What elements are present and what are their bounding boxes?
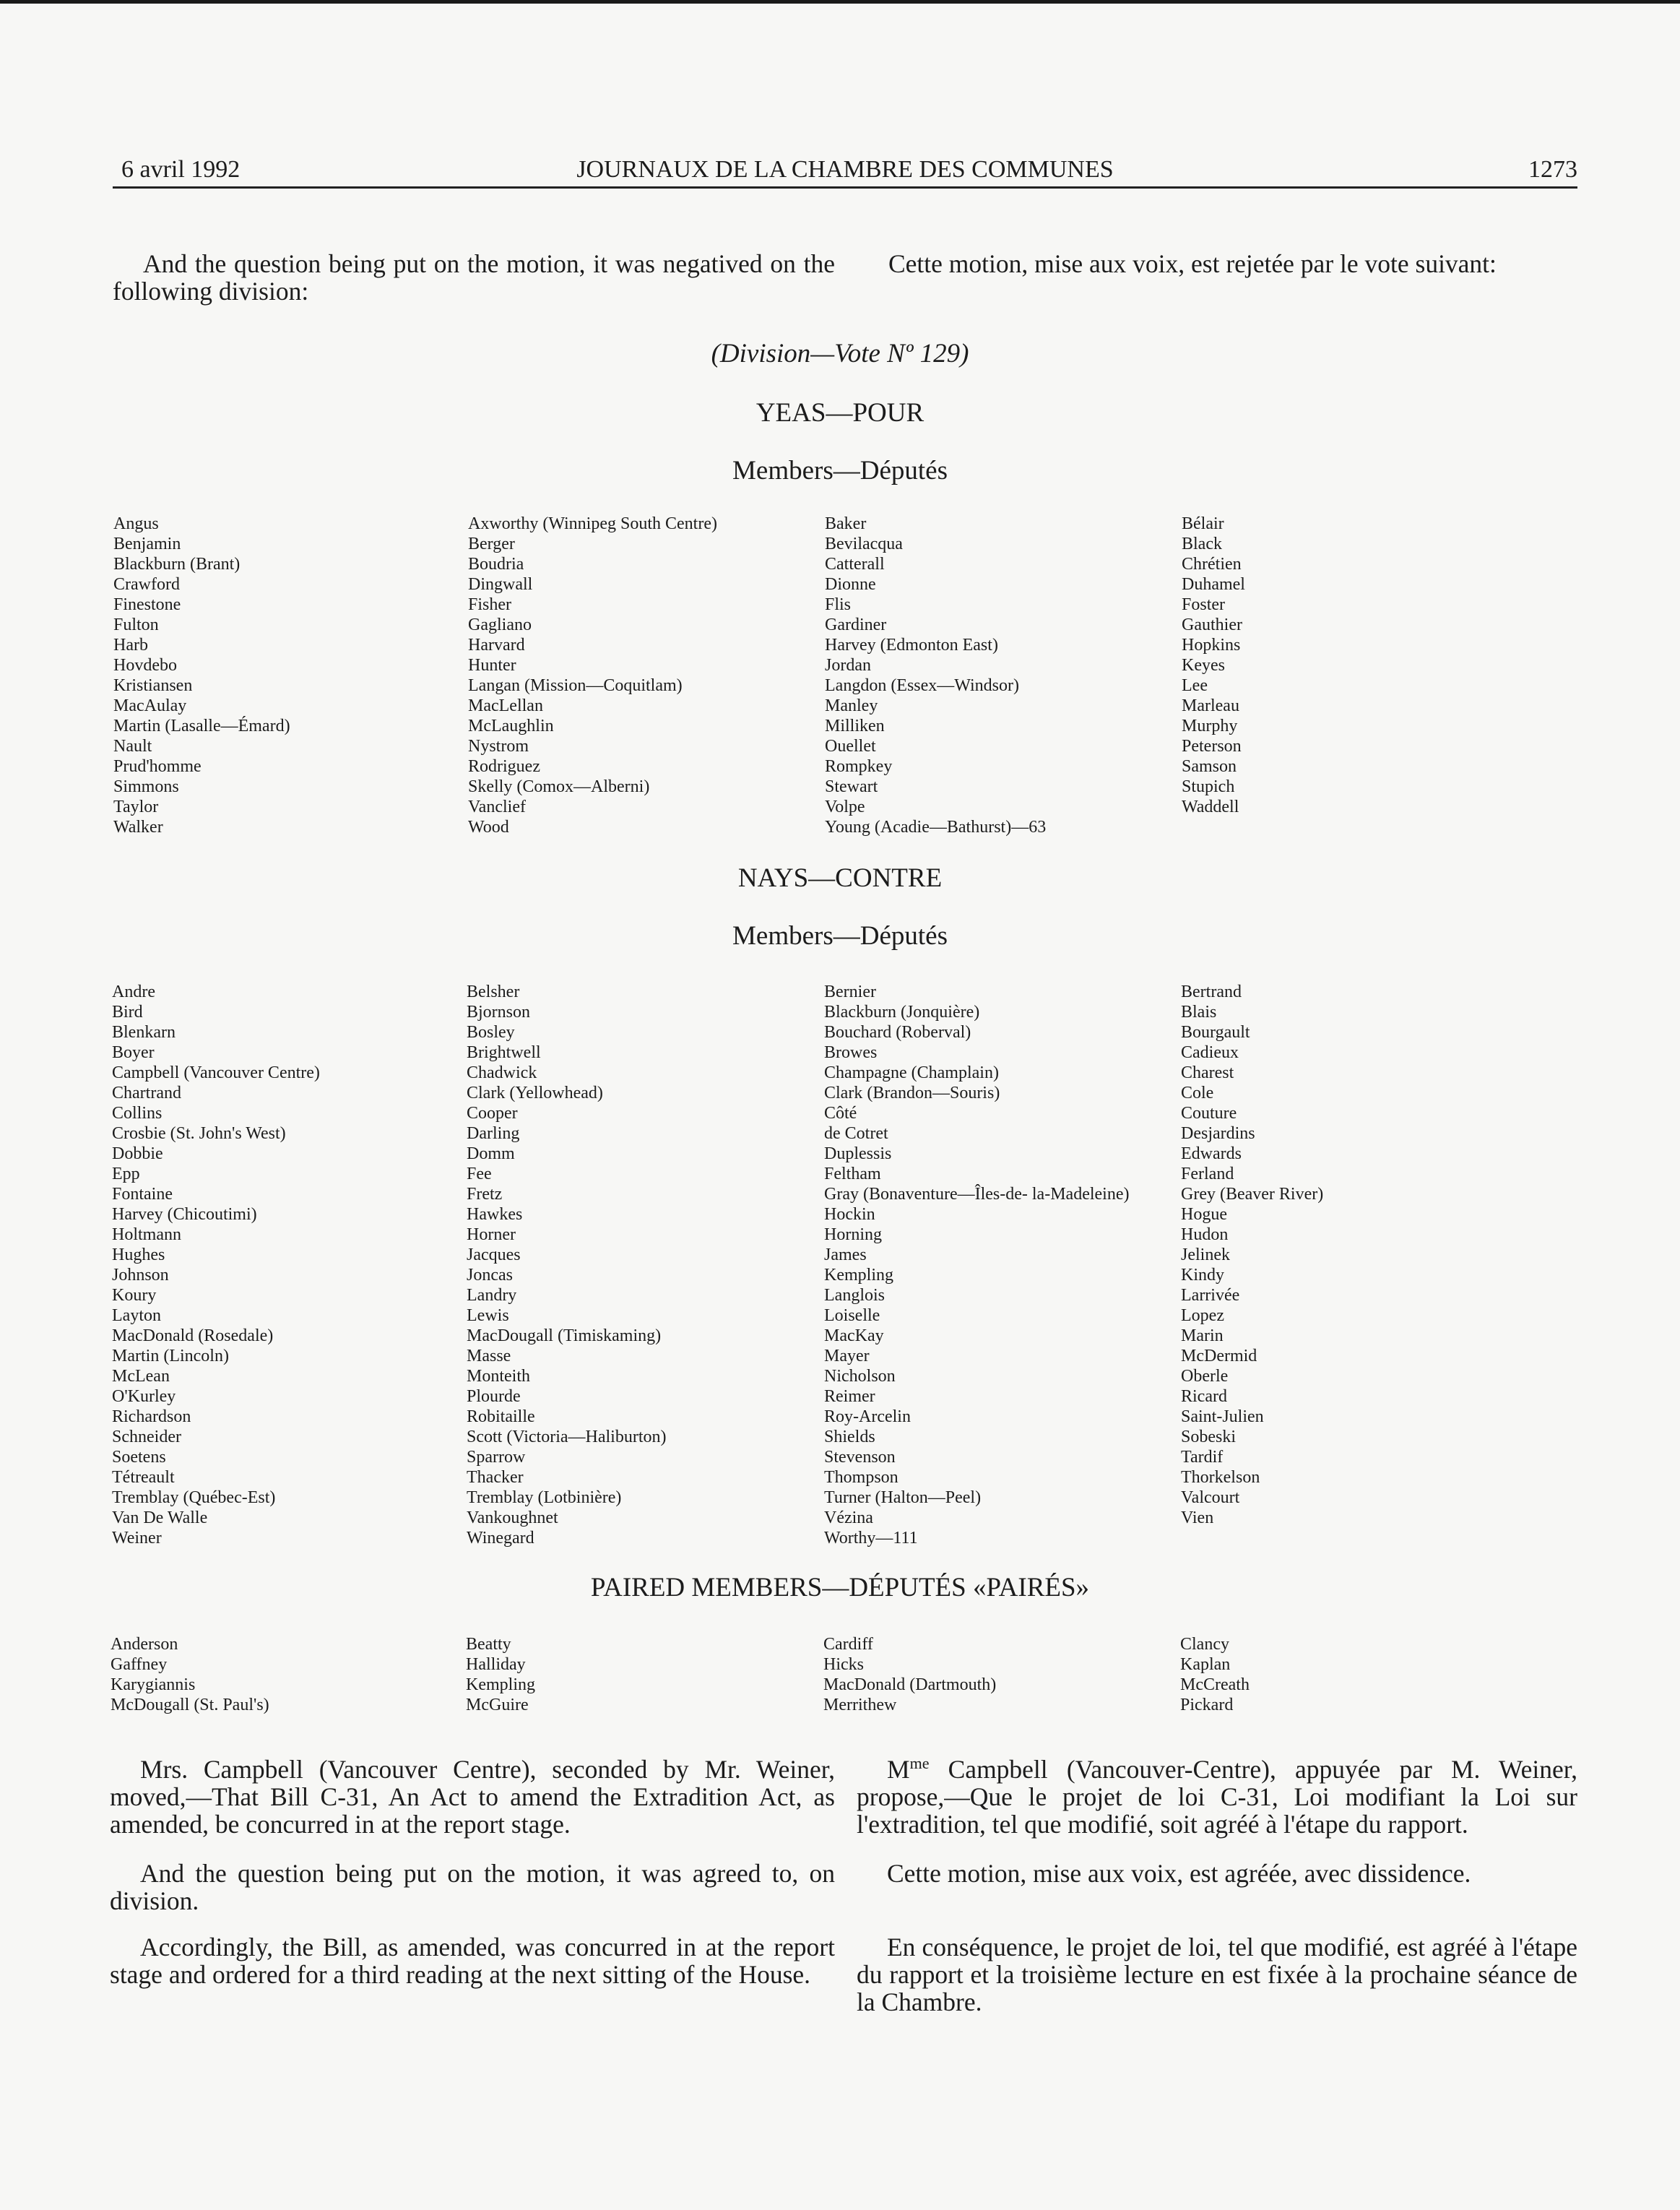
member-name: Karygiannis	[111, 1675, 196, 1694]
member-name: Kristiansen	[113, 676, 193, 695]
member-name: Domm	[467, 1144, 515, 1163]
nays-column-2	[467, 982, 667, 1548]
member-name: Soetens	[112, 1448, 166, 1467]
member-name: O'Kurley	[112, 1387, 176, 1406]
yeas-subheading: Members—Députés	[732, 456, 948, 485]
member-name: Pickard	[1180, 1696, 1234, 1714]
member-name: Kaplan	[1180, 1655, 1231, 1674]
member-name: Martin (Lincoln)	[112, 1347, 229, 1365]
member-name: Brightwell	[467, 1043, 541, 1062]
member-name: Hovdebo	[113, 656, 177, 675]
page-header	[113, 153, 1577, 189]
member-name: Loiselle	[824, 1306, 880, 1325]
member-name: Chartrand	[112, 1084, 181, 1102]
motion-french	[857, 1756, 1577, 1838]
member-name: Bouchard (Roberval)	[824, 1023, 971, 1042]
member-name: Shields	[824, 1428, 875, 1446]
member-name: Peterson	[1182, 737, 1242, 756]
member-name: Kindy	[1181, 1266, 1224, 1285]
member-name: Hopkins	[1182, 636, 1241, 655]
member-name: Murphy	[1182, 717, 1238, 735]
member-name: Jacques	[467, 1246, 521, 1264]
member-name: Boyer	[112, 1043, 155, 1062]
member-name: Volpe	[825, 798, 865, 816]
member-name: Jelinek	[1181, 1246, 1230, 1264]
header-title: JOURNAUX DE LA CHAMBRE DES COMMUNES	[576, 156, 1114, 183]
member-name: Larrivée	[1181, 1286, 1240, 1305]
member-name: Mayer	[824, 1347, 870, 1365]
member-name: Chrétien	[1182, 555, 1242, 574]
motion-french-text: Campbell (Vancouver-Centre), appuyée par M. Weiner, propose,—Que le projet de loi C-31, Loi modifiant la Loi sur l'extradition, tel que modifié, soit agréé à l'étape du rapport.	[857, 1755, 1577, 1839]
member-name: Duplessis	[824, 1144, 892, 1163]
intro-french: Cette motion, mise aux voix, est rejetée par le vote suivant:	[888, 249, 1497, 278]
motion-english: Mrs. Campbell (Vancouver Centre), seconded by Mr. Weiner, moved,—That Bill C-31, An Act to amend the Extradition Act, as amended, be concurred in at the report stage.	[110, 1755, 835, 1839]
member-name: Simmons	[113, 777, 179, 796]
motion-french-honorific: M	[887, 1755, 910, 1784]
accordingly-english: Accordingly, the Bill, as amended, was concurred in at the report stage and ordered for a third reading at the next sitting of the House.	[110, 1933, 835, 1989]
member-name: Hunter	[468, 656, 516, 675]
member-name: Monteith	[467, 1367, 530, 1386]
member-name: Marleau	[1182, 696, 1239, 715]
agreed-french: Cette motion, mise aux voix, est agréée, avec dissidence.	[887, 1859, 1471, 1888]
member-name: Collins	[112, 1104, 163, 1123]
member-name: Campbell (Vancouver Centre)	[112, 1063, 320, 1082]
member-name: Foster	[1182, 595, 1225, 614]
member-name: Flis	[825, 595, 852, 614]
member-name: McCreath	[1180, 1675, 1250, 1694]
member-name: Ricard	[1181, 1387, 1227, 1406]
member-name: Robitaille	[467, 1407, 535, 1426]
member-name: Andre	[112, 983, 155, 1001]
member-name: Grey (Beaver River)	[1181, 1185, 1324, 1204]
member-name: Wood	[468, 818, 509, 837]
yeas-heading: YEAS—POUR	[755, 398, 925, 428]
member-name: Skelly (Comox—Alberni)	[468, 777, 650, 796]
member-name: Bird	[112, 1003, 143, 1022]
member-name: Roy-Arcelin	[824, 1407, 911, 1426]
member-name: Blais	[1181, 1003, 1217, 1022]
nays-column-4	[1181, 982, 1323, 1528]
nays-subheading: Members—Députés	[732, 921, 948, 951]
member-name: Fontaine	[112, 1185, 173, 1204]
member-name: Schneider	[112, 1428, 181, 1446]
member-name: Nault	[113, 737, 152, 756]
member-name: Harvard	[468, 636, 525, 655]
member-name: Tremblay (Québec-Est)	[112, 1488, 276, 1507]
member-name: Blenkarn	[112, 1023, 176, 1042]
member-name: Vézina	[824, 1508, 873, 1527]
member-name: Plourde	[467, 1387, 521, 1406]
paired-column-3	[823, 1634, 996, 1715]
member-name: Holtmann	[112, 1225, 181, 1244]
member-name: Gaffney	[111, 1655, 168, 1674]
member-name: Beatty	[466, 1635, 511, 1654]
member-name: Marin	[1181, 1326, 1224, 1345]
member-name: Hawkes	[467, 1205, 523, 1224]
member-name: Blackburn (Jonquière)	[824, 1003, 980, 1022]
member-name: Valcourt	[1181, 1488, 1240, 1507]
member-name: Hicks	[823, 1655, 864, 1674]
paired-heading: PAIRED MEMBERS—DÉPUTÉS «PAIRÉS»	[590, 1573, 1090, 1602]
member-name: Van De Walle	[112, 1508, 208, 1527]
member-name: Rodriguez	[468, 757, 540, 776]
member-name: Walker	[113, 818, 163, 837]
member-name: Stewart	[825, 777, 878, 796]
member-name: Fretz	[467, 1185, 503, 1204]
yeas-column-4	[1182, 514, 1245, 817]
yeas-column-3	[825, 514, 1046, 837]
member-name: Nystrom	[468, 737, 529, 756]
member-name: Benjamin	[113, 535, 181, 553]
member-name: Harvey (Edmonton East)	[825, 636, 998, 655]
member-name: Masse	[467, 1347, 511, 1365]
member-name: Johnson	[112, 1266, 169, 1285]
division-number: (Division—Vote Nº 129)	[711, 339, 969, 368]
member-name: Harvey (Chicoutimi)	[112, 1205, 257, 1224]
member-name: Scott (Victoria—Haliburton)	[467, 1428, 667, 1446]
member-name: Fulton	[113, 616, 159, 634]
member-name: Ferland	[1181, 1165, 1234, 1183]
member-name: Kempling	[824, 1266, 893, 1285]
nays-heading: NAYS—CONTRE	[737, 863, 943, 893]
member-name: Tétreault	[112, 1468, 175, 1487]
member-name: Bertrand	[1181, 983, 1242, 1001]
member-name: McDermid	[1181, 1347, 1257, 1365]
scan-top-edge	[0, 0, 1680, 4]
member-name: Thacker	[467, 1468, 524, 1487]
member-name: Duhamel	[1182, 575, 1245, 594]
member-name: Hockin	[824, 1205, 875, 1224]
member-name: MacAulay	[113, 696, 187, 715]
member-name: Cardiff	[823, 1635, 873, 1654]
member-name: Bourgault	[1181, 1023, 1250, 1042]
member-name: Stevenson	[824, 1448, 896, 1467]
member-name: Côté	[824, 1104, 857, 1123]
member-name: James	[824, 1246, 867, 1264]
member-name: Edwards	[1181, 1144, 1242, 1163]
member-name: Weiner	[112, 1529, 162, 1548]
member-name: Catterall	[825, 555, 885, 574]
member-name: MacDonald (Dartmouth)	[823, 1675, 997, 1694]
member-name: Martin (Lasalle—Émard)	[113, 717, 290, 735]
member-name: Sparrow	[467, 1448, 526, 1467]
member-name: Sobeski	[1181, 1428, 1237, 1446]
member-name: Feltham	[824, 1165, 881, 1183]
agreed-english: And the question being put on the motion, it was agreed to, on division.	[110, 1859, 835, 1915]
member-name: Winegard	[467, 1529, 534, 1548]
member-name: Bosley	[467, 1023, 515, 1042]
intro-english: And the question being put on the motion, it was negatived on the following division:	[113, 249, 835, 306]
member-name: de Cotret	[824, 1124, 888, 1143]
nays-column-1	[112, 982, 320, 1548]
member-name: Epp	[112, 1165, 140, 1183]
member-name: Vien	[1181, 1508, 1214, 1527]
member-name: Anderson	[111, 1635, 178, 1654]
member-name: Horner	[467, 1225, 516, 1244]
member-name: Hogue	[1181, 1205, 1227, 1224]
member-name: McLean	[112, 1367, 170, 1386]
member-name: Reimer	[824, 1387, 875, 1406]
member-name: Black	[1182, 535, 1222, 553]
paired-column-2	[466, 1634, 535, 1715]
member-name: Manley	[825, 696, 878, 715]
member-name: Crosbie (St. John's West)	[112, 1124, 286, 1143]
member-name: MacKay	[824, 1326, 884, 1345]
member-name: Lopez	[1181, 1306, 1224, 1325]
member-name: Dionne	[825, 575, 876, 594]
member-name: Milliken	[825, 717, 885, 735]
member-name: Crawford	[113, 575, 180, 594]
member-name: Cole	[1181, 1084, 1214, 1102]
member-name: Dobbie	[112, 1144, 163, 1163]
member-name: Saint-Julien	[1181, 1407, 1264, 1426]
member-name: Layton	[112, 1306, 161, 1325]
member-name: Axworthy (Winnipeg South Centre)	[468, 514, 717, 533]
member-name: Bélair	[1182, 514, 1224, 533]
member-name: Ouellet	[825, 737, 876, 756]
member-name: McLaughlin	[468, 717, 554, 735]
member-name: Belsher	[467, 983, 520, 1001]
member-name: Jordan	[825, 656, 871, 675]
member-name: Richardson	[112, 1407, 191, 1426]
member-name: Landry	[467, 1286, 517, 1305]
member-name: MacLellan	[468, 696, 543, 715]
accordingly-french: En conséquence, le projet de loi, tel que modifié, est agréé à l'étape du rapport et la troisième lecture en est fixée à la prochaine séance de la Chambre.	[857, 1933, 1577, 2016]
member-name: Fee	[467, 1165, 492, 1183]
member-name: Prud'homme	[113, 757, 202, 776]
member-name: Bernier	[824, 983, 876, 1001]
member-name: Langdon (Essex—Windsor)	[825, 676, 1019, 695]
member-name: Merrithew	[823, 1696, 897, 1714]
member-name: Boudria	[468, 555, 524, 574]
nays-column-3	[824, 982, 1129, 1548]
paired-column-4	[1180, 1634, 1250, 1715]
member-name: Clancy	[1180, 1635, 1229, 1654]
member-name: Tardif	[1181, 1448, 1224, 1467]
member-name: Lewis	[467, 1306, 509, 1325]
member-name: Gray (Bonaventure—Îles-de- la-Madeleine)	[824, 1185, 1130, 1204]
member-name: Rompkey	[825, 757, 893, 776]
member-name: Browes	[824, 1043, 878, 1062]
header-date: 6 avril 1992	[121, 156, 241, 183]
member-name: Cooper	[467, 1104, 518, 1123]
member-name: Koury	[112, 1286, 157, 1305]
member-name: McDougall (St. Paul's)	[111, 1696, 269, 1714]
member-name: Berger	[468, 535, 515, 553]
member-name: Cadieux	[1181, 1043, 1239, 1062]
member-name: Horning	[824, 1225, 882, 1244]
member-name: Samson	[1182, 757, 1237, 776]
member-name: Gardiner	[825, 616, 887, 634]
member-name: Fisher	[468, 595, 511, 614]
member-name: Thompson	[824, 1468, 899, 1487]
member-name: Darling	[467, 1124, 520, 1143]
member-name: Halliday	[466, 1655, 526, 1674]
member-name: Langlois	[824, 1286, 885, 1305]
member-name: Harb	[113, 636, 148, 655]
member-name: Finestone	[113, 595, 181, 614]
yeas-column-2	[468, 514, 717, 837]
member-name: Clark (Yellowhead)	[467, 1084, 603, 1102]
member-name: Baker	[825, 514, 867, 533]
member-name: Hudon	[1181, 1225, 1229, 1244]
member-name: Langan (Mission—Coquitlam)	[468, 676, 683, 695]
member-name: Stupich	[1182, 777, 1235, 796]
member-name: Young (Acadie—Bathurst)—63	[825, 818, 1047, 837]
motion-french-honorific-superscript: me	[909, 1754, 930, 1773]
member-name: MacDougall (Timiskaming)	[467, 1326, 662, 1345]
member-name: Turner (Halton—Peel)	[824, 1488, 982, 1507]
member-name: Desjardins	[1181, 1124, 1255, 1143]
member-name: Kempling	[466, 1675, 535, 1694]
yeas-column-1	[113, 514, 290, 837]
member-name: Couture	[1181, 1104, 1237, 1123]
member-name: Waddell	[1182, 798, 1239, 816]
member-name: Nicholson	[824, 1367, 896, 1386]
member-name: Hughes	[112, 1246, 165, 1264]
member-name: Tremblay (Lotbinière)	[467, 1488, 622, 1507]
member-name: Dingwall	[468, 575, 533, 594]
member-name: Angus	[113, 514, 159, 533]
member-name: Worthy—111	[824, 1529, 918, 1548]
page-number: 1273	[1528, 156, 1577, 183]
member-name: Joncas	[467, 1266, 513, 1285]
member-name: Oberle	[1181, 1367, 1229, 1386]
member-name: Taylor	[113, 798, 159, 816]
member-name: Gagliano	[468, 616, 532, 634]
member-name: Charest	[1181, 1063, 1234, 1082]
member-name: Clark (Brandon—Souris)	[824, 1084, 1000, 1102]
member-name: Champagne (Champlain)	[824, 1063, 999, 1082]
member-name: Blackburn (Brant)	[113, 555, 241, 574]
paired-column-1	[111, 1634, 269, 1715]
member-name: Vankoughnet	[467, 1508, 558, 1527]
member-name: Thorkelson	[1181, 1468, 1260, 1487]
member-name: Chadwick	[467, 1063, 537, 1082]
member-name: Keyes	[1182, 656, 1225, 675]
member-name: Gauthier	[1182, 616, 1242, 634]
member-name: Vanclief	[468, 798, 526, 816]
member-name: MacDonald (Rosedale)	[112, 1326, 274, 1345]
member-name: Lee	[1182, 676, 1208, 695]
member-name: McGuire	[466, 1696, 529, 1714]
member-name: Bevilacqua	[825, 535, 903, 553]
member-name: Bjornson	[467, 1003, 531, 1022]
